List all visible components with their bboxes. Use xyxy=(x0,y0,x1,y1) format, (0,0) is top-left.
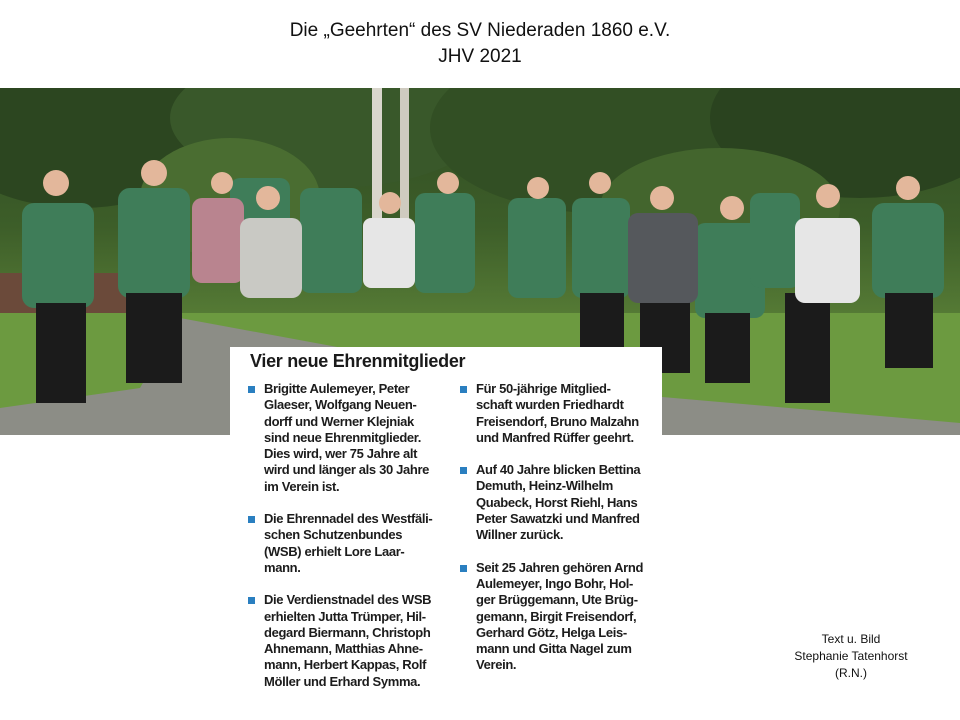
list-item xyxy=(248,381,448,495)
photo-credit xyxy=(770,631,932,682)
square-bullet-icon xyxy=(460,386,467,393)
list-item-text: Die Ehrennadel des Westfäli- schen Schutzenbundes (WSB) erhielt Lore Laar- mann. xyxy=(264,511,433,575)
credit-line-2: Stephanie Tatenhorst xyxy=(794,649,908,663)
list-item xyxy=(460,462,660,543)
square-bullet-icon xyxy=(248,386,255,393)
square-bullet-icon xyxy=(460,565,467,572)
list-item-text: Die Verdienstnadel des WSB erhielten Jutta Trümper, Hil- degard Biermann, Christoph Ahnemann, Matthias Ahne- mann, Herbert Kappas, Rolf Möller und Erhard Symma. xyxy=(264,592,432,689)
slide-title xyxy=(0,18,960,70)
list-item-text: Seit 25 Jahren gehören Arnd Aulemeyer, Ingo Bohr, Hol- ger Brüggemann, Ute Brüg- gemann, Birgit Freisendorf, Gerhard Götz, Helga Leis- mann und Gitta Nagel zum Verein. xyxy=(476,559,644,673)
list-item xyxy=(460,560,660,674)
list-item-text: Brigitte Aulemeyer, Peter Glaeser, Wolfgang Neuen- dorff und Werner Klejniak sind neue Ehrenmitglieder. Dies wird, wer 75 Jahre alt wird und länger als 30 Jahre im Verein ist. xyxy=(264,381,430,494)
list-item xyxy=(248,511,448,576)
slide-title-line-2: JHV 2021 xyxy=(438,46,522,67)
square-bullet-icon xyxy=(248,597,255,604)
credit-line-1: Text u. Bild xyxy=(821,632,881,646)
list-item-text: Für 50-jährige Mitglied- schaft wurden Friedhardt Freisendorf, Bruno Malzahn und Manfred Rüffer geehrt. xyxy=(476,381,639,445)
list-item xyxy=(248,592,448,690)
list-item-text: Auf 40 Jahre blicken Bettina Demuth, Heinz-Wilhelm Quabeck, Horst Riehl, Hans Peter Sawatzki und Manfred Willner zurück. xyxy=(476,462,641,543)
square-bullet-icon xyxy=(460,467,467,474)
clipping-headline: Vier neue Ehrenmitglieder xyxy=(250,351,466,371)
clipping-right-column xyxy=(460,381,660,690)
slide-title-line-1: Die „Geehrten“ des SV Niederaden 1860 e.V. xyxy=(289,20,671,41)
square-bullet-icon xyxy=(248,516,255,523)
newspaper-clipping xyxy=(230,347,662,720)
clipping-left-column xyxy=(248,381,448,706)
list-item xyxy=(460,381,660,446)
credit-line-3: (R.N.) xyxy=(835,666,867,680)
